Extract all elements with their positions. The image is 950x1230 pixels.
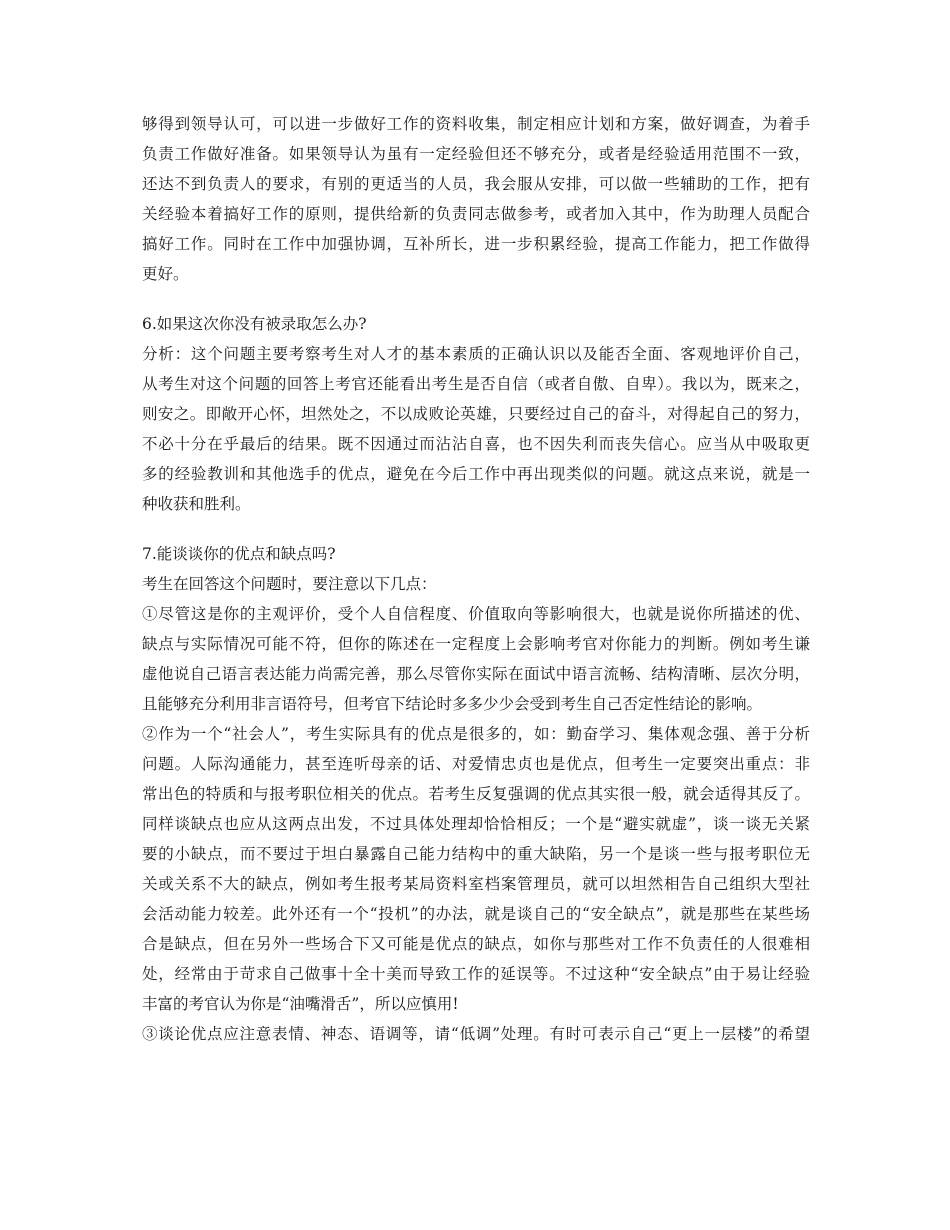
paragraph-gap	[142, 289, 810, 309]
point-2-line: 要的小缺点，而不要过于坦白暴露自己能力结构中的重大缺陷，另一个是谈一些与报考职位无	[142, 845, 810, 863]
text-line: 从考生对这个问题的回答上考官还能看出考生是否自信（或者自傲、自卑）。我以为，既来之，	[142, 375, 810, 393]
point-2-line: 问题。人际沟通能力，甚至连听母亲的话、对爱情忠贞也是优点，但考生一定要突出重点：非	[142, 755, 810, 773]
text-line: 种收获和胜利。	[142, 495, 251, 513]
point-2-line: 处，经常由于苛求自己做事十全十美而导致工作的延误等。不过这种“安全缺点”由于易让经验	[142, 965, 810, 983]
point-2-line: 同样谈缺点也应从这两点出发，不过具体处理却恰恰相反；一个是“避实就虚”，谈一谈无关紧	[142, 815, 810, 833]
point-2-line: 常出色的特质和与报考职位相关的优点。若考生反复强调的优点其实很一般，就会适得其反了。	[142, 785, 810, 803]
text-line: 更好。	[142, 265, 189, 283]
point-2-line: 合是缺点，但在另外一些场合下又可能是优点的缺点，如你与那些对工作不负责任的人很难相	[142, 935, 810, 953]
point-2-line: ②作为一个“社会人”，考生实际具有的优点是很多的，如：勤奋学习、集体观念强、善于分析	[142, 725, 810, 743]
point-1-line: 且能够充分利用非言语符号，但考官下结论时多多少少会受到考生自己否定性结论的影响。	[142, 695, 763, 713]
text-line: 不必十分在乎最后的结果。既不因通过而沾沾自喜，也不因失利而丧失信心。应当从中吸取更	[142, 435, 810, 453]
question-7-intro: 考生在回答这个问题时，要注意以下几点：	[142, 575, 437, 593]
question-7-heading: 7.能谈谈你的优点和缺点吗?	[142, 545, 336, 563]
question-6-heading: 6.如果这次你没有被录取怎么办?	[142, 315, 367, 333]
text-line: 还达不到负责人的要求，有别的更适当的人员，我会服从安排，可以做一些辅助的工作，把有	[142, 175, 810, 193]
paragraph-gap	[142, 519, 810, 539]
point-1-line: 缺点与实际情况可能不符，但你的陈述在一定程度上会影响考官对你能力的判断。例如考生谦	[142, 635, 810, 653]
text-line: 则安之。即敞开心怀，坦然处之，不以成败论英雄，只要经过自己的奋斗，对得起自己的努力，	[142, 405, 810, 423]
document-body	[142, 109, 810, 1049]
question-6-section	[142, 309, 810, 519]
text-line: 够得到领导认可，可以进一步做好工作的资料收集，制定相应计划和方案，做好调查，为着手	[142, 115, 810, 133]
point-2-line: 会活动能力较差。此外还有一个“投机”的办法，就是谈自己的“安全缺点”，就是那些在某些场	[142, 905, 810, 923]
text-line: 多的经验教训和其他选手的优点，避免在今后工作中再出现类似的问题。就这点来说，就是一	[142, 465, 810, 483]
text-line: 分析：这个问题主要考察考生对人才的基本素质的正确认识以及能否全面、客观地评价自己，	[142, 345, 810, 363]
point-1-line: ①尽管这是你的主观评价，受个人自信程度、价值取向等影响很大，也就是说你所描述的优、	[142, 605, 810, 623]
text-line: 负责工作做好准备。如果领导认为虽有一定经验但还不够充分，或者是经验适用范围不一致，	[142, 145, 810, 163]
point-3-line: ③谈论优点应注意表情、神态、语调等，请“低调”处理。有时可表示自己“更上一层楼”的希望	[142, 1025, 810, 1043]
question-7-section	[142, 539, 810, 1049]
text-line: 关经验本着搞好工作的原则，提供给新的负责同志做参考，或者加入其中，作为助理人员配合	[142, 205, 810, 223]
intro-paragraph	[142, 109, 810, 289]
text-line: 搞好工作。同时在工作中加强协调，互补所长，进一步积累经验，提高工作能力，把工作做得	[142, 235, 810, 253]
point-2-line: 关或关系不大的缺点，例如考生报考某局资料室档案管理员，就可以坦然相告自己组织大型社	[142, 875, 810, 893]
point-1-line: 虚他说自己语言表达能力尚需完善，那么尽管你实际在面试中语言流畅、结构清晰、层次分明，	[142, 665, 810, 683]
point-2-line: 丰富的考官认为你是“油嘴滑舌”，所以应慎用!	[142, 995, 459, 1013]
